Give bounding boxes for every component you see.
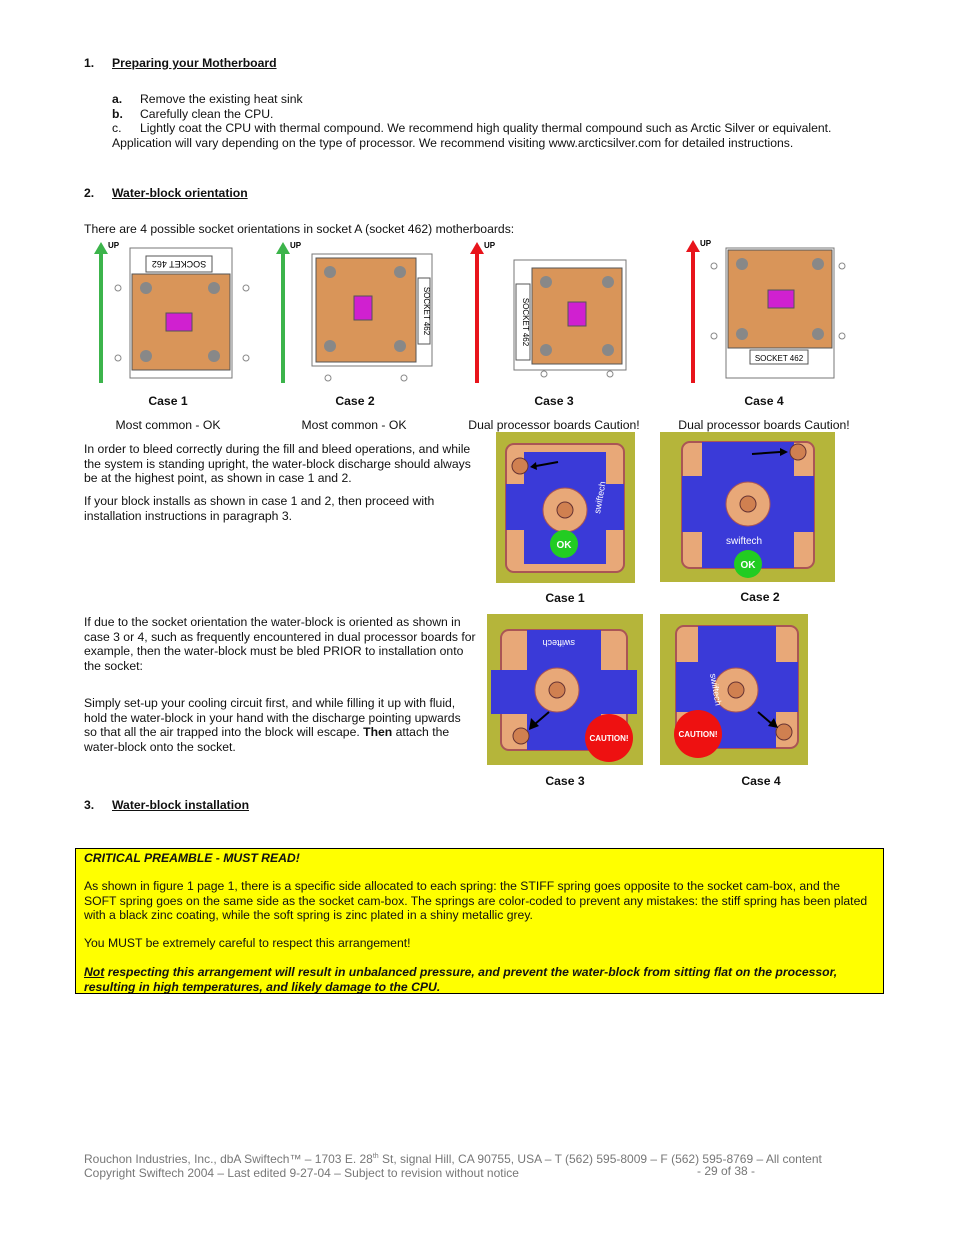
section2-heading: 2. Water-block orientation: [84, 186, 248, 200]
waterblock-photo-case2: [660, 432, 835, 582]
svg-text:swiftech: swiftech: [726, 536, 763, 547]
photo-case-label: Case 1: [545, 591, 585, 605]
svg-text:SOCKET 462: SOCKET 462: [422, 286, 431, 336]
section1-list: [112, 92, 872, 150]
svg-text:SOCKET 462: SOCKET 462: [521, 297, 530, 347]
svg-text:OK: OK: [740, 560, 756, 571]
list-item: b. Carefully clean the CPU.: [112, 106, 274, 121]
socket-diagram-case3: [466, 238, 636, 386]
waterblock-photo-case4: [660, 614, 808, 765]
svg-text:CAUTION!: CAUTION!: [678, 730, 718, 739]
section3-heading: 3. Water-block installation: [84, 798, 250, 812]
footer-line1: Rouchon Industries, Inc., dbA Swiftech™ – 1703 E. 28th St, signal Hill, CA 90755, USA – T (562) 595-8009 – F (562) 595-8769 – All content: [84, 1152, 822, 1166]
case-label: Case 4: [744, 394, 784, 408]
case-note: Dual processor boards Caution!: [678, 418, 850, 432]
up-arrow-icon: [276, 242, 290, 254]
svg-text:UP: UP: [484, 241, 496, 250]
photo-case-label: Case 3: [545, 774, 585, 788]
svg-text:UP: UP: [700, 239, 712, 248]
preamble-consequence: Not respecting this arrangement will result in unbalanced pressure, and prevent the water-block from sitting flat on the processor, resulting in high temperatures, and likely damage to the CPU.: [84, 965, 838, 994]
preamble-title: CRITICAL PREAMBLE - MUST READ!: [84, 851, 300, 865]
waterblock-photo-case1: [496, 432, 635, 583]
case-note: Most common - OK: [301, 418, 407, 432]
up-arrow-icon: [94, 242, 108, 254]
case-label: Case 2: [335, 394, 375, 408]
svg-text:OK: OK: [556, 540, 572, 551]
svg-text:swiftech: swiftech: [592, 480, 608, 515]
socket-diagram-case4: [684, 236, 854, 386]
photo-case-label: Case 4: [741, 774, 781, 788]
proceed-paragraph: If your block installs as shown in case 1 and 2, then proceed with installation instructions in paragraph 3.: [84, 494, 435, 523]
up-label: UP: [108, 241, 120, 250]
list-item: c. Lightly coat the CPU with thermal compound. We recommend high quality thermal compound such as Arctic Silver or equivalent.: [112, 121, 832, 135]
bleed-paragraph: In order to bleed correctly during the fill and bleed operations, and while the system is standing upright, the water-block discharge should always be at the highest point, as shown in case 1 and 2.: [84, 442, 471, 485]
orientation-paragraph: If due to the socket orientation the water-block is oriented as shown in case 3 or 4, such as frequently encountered in dual processor boards for example, then the water-block must be bled PRIOR to installation onto the socket:: [84, 615, 476, 673]
preamble-warning: You MUST be extremely careful to respect this arrangement!: [84, 936, 411, 950]
page-number: - 29 of 38 -: [697, 1164, 756, 1178]
footer: [84, 1150, 884, 1180]
socket-diagram-case1: [86, 238, 256, 386]
photo-case-label: Case 2: [740, 590, 780, 604]
section2-intro: There are 4 possible socket orientations in socket A (socket 462) motherboards:: [84, 222, 515, 236]
footer-line2: Copyright Swiftech 2004 – Last edited 9-27-04 – Subject to revision without notice: [84, 1166, 519, 1180]
critical-preamble-box: [75, 848, 884, 994]
preamble-paragraph: As shown in figure 1 page 1, there is a specific side allocated to each spring: the STIFF spring goes opposite to the socket cam-box, and the SOFT spring goes on the same side as the socket cam-box. The springs are color-coded to prevent any mistakes: the stiff spring has been plated with a black zinc coating, while the soft spring is zinc plated in a shiny metallic grey.: [84, 879, 868, 922]
svg-text:swiftech: swiftech: [542, 638, 575, 648]
up-arrow-icon: [686, 240, 700, 252]
list-item: a. Remove the existing heat sink: [112, 92, 303, 106]
svg-text:UP: UP: [290, 241, 302, 250]
list-continuation: Application will vary depending on the type of processor. We recommend visiting www.arcticsilver.com for detailed instructions.: [112, 135, 794, 150]
waterblock-photo-case3: [487, 614, 643, 765]
up-arrow-icon: [470, 242, 484, 254]
socket-label: SOCKET 462: [151, 259, 207, 269]
svg-text:SOCKET 462: SOCKET 462: [754, 354, 804, 363]
svg-text:swiftech: swiftech: [708, 672, 724, 707]
case-note: Most common - OK: [115, 418, 221, 432]
setup-paragraph: Simply set-up your cooling circuit first, and while filling it up with fluid, hold the water-block in your hand with the discharge pointing upwards so that all the air trapped into the block will escape. Then attach the water-block onto the socket.: [84, 696, 461, 754]
case-label: Case 1: [148, 394, 188, 408]
case-label: Case 3: [534, 394, 574, 408]
case-note: Dual processor boards Caution!: [468, 418, 640, 432]
section1-heading: 1. Preparing your Motherboard: [84, 56, 277, 70]
socket-diagram-case2: [272, 238, 442, 386]
svg-text:CAUTION!: CAUTION!: [589, 734, 629, 743]
